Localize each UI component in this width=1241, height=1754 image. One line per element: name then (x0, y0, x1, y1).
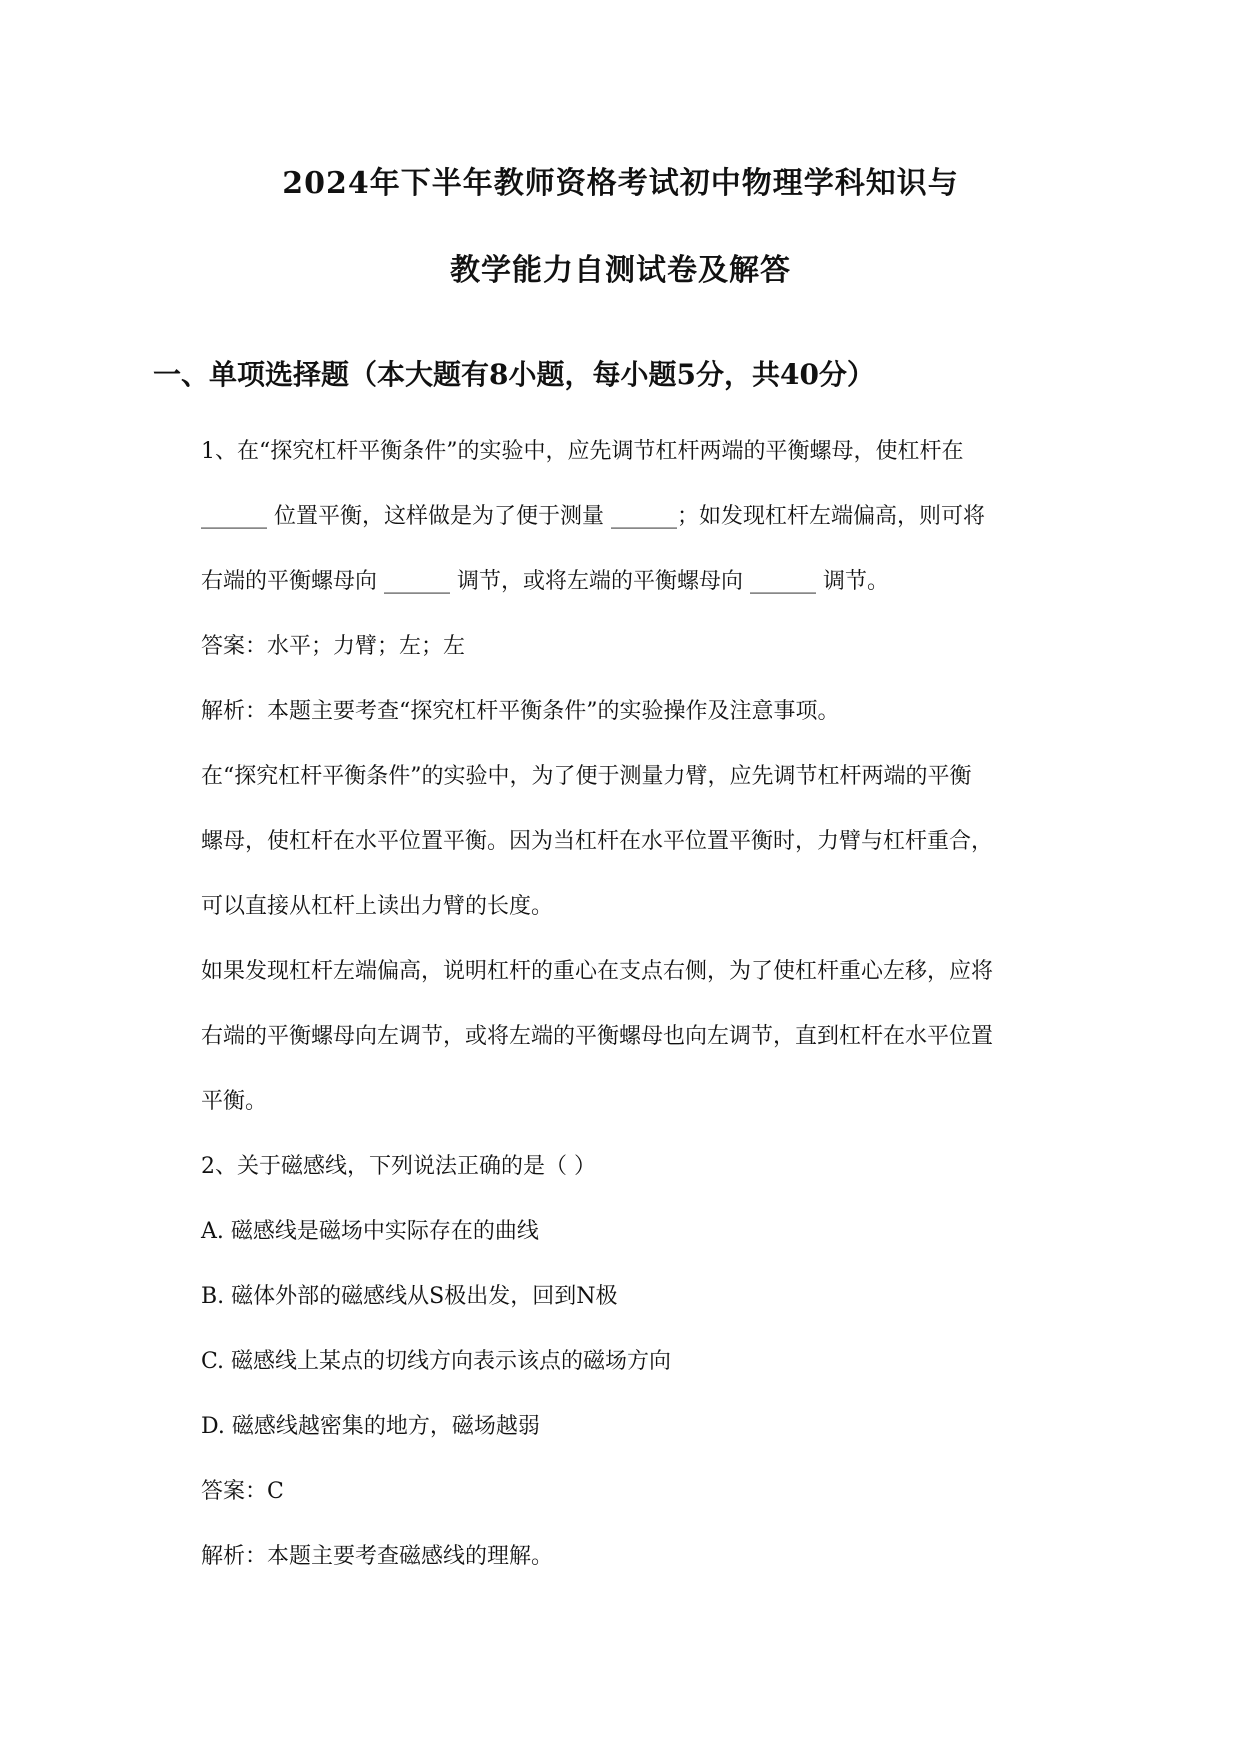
question-2-option-b: B. 磁体外部的磁感线从S极出发，回到N极 (201, 1284, 618, 1309)
question-2-option-a: A. 磁感线是磁场中实际存在的曲线 (201, 1219, 539, 1244)
question-1-analysis-line: 右端的平衡螺母向左调节，或将左端的平衡螺母也向左调节，直到杠杆在水平位置 (201, 1024, 994, 1049)
question-1-analysis-line: 平衡。 (201, 1089, 268, 1114)
question-1 (201, 435, 1101, 1150)
document-title-line-1: 2024年下半年教师资格考试初中物理学科知识与 (282, 166, 959, 201)
questions-body (201, 435, 1101, 1605)
question-2-stem: 2、关于磁感线，下列说法正确的是（ ） (201, 1154, 596, 1179)
question-1-stem-line: 1、在“探究杠杆平衡条件”的实验中，应先调节杠杆两端的平衡螺母，使杠杆在 (201, 439, 964, 464)
question-2-option-d: D. 磁感线越密集的地方，磁场越弱 (201, 1414, 540, 1439)
question-2-analysis: 解析：本题主要考查磁感线的理解。 (201, 1544, 554, 1569)
question-1-analysis-line: 可以直接从杠杆上读出力臂的长度。 (201, 894, 554, 919)
question-1-stem-line: ______ 位置平衡，这样做是为了便于测量 ______；如发现杠杆左端偏高，则可将 (201, 504, 985, 529)
section-heading: 一、单项选择题（本大题有8小题，每小题5分，共40分） (153, 358, 875, 391)
question-1-answer: 答案：水平；力臂；左；左 (201, 634, 466, 659)
question-1-analysis-line: 如果发现杠杆左端偏高，说明杠杆的重心在支点右侧，为了使杠杆重心左移，应将 (201, 959, 994, 984)
question-2 (201, 1150, 1101, 1605)
question-2-answer: 答案：C (201, 1479, 284, 1504)
question-1-analysis-line: 螺母，使杠杆在水平位置平衡。因为当杠杆在水平位置平衡时，力臂与杠杆重合， (201, 829, 994, 854)
question-1-stem-line: 右端的平衡螺母向 ______ 调节，或将左端的平衡螺母向 ______ 调节。 (201, 569, 889, 594)
question-2-option-c: C. 磁感线上某点的切线方向表示该点的磁场方向 (201, 1349, 672, 1374)
question-1-analysis-line: 在“探究杠杆平衡条件”的实验中，为了便于测量力臂，应先调节杠杆两端的平衡 (201, 764, 972, 789)
document-title-line-2: 教学能力自测试卷及解答 (450, 253, 791, 288)
question-1-analysis-line: 解析：本题主要考查“探究杠杆平衡条件”的实验操作及注意事项。 (201, 699, 840, 724)
